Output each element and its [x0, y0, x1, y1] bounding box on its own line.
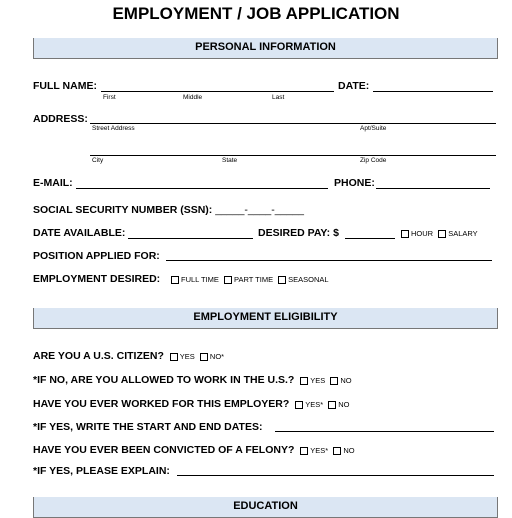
zip-code-caption: Zip Code	[360, 157, 387, 164]
full-time-checkbox[interactable]	[171, 276, 179, 284]
phone-field[interactable]	[376, 188, 490, 189]
authorized-yes-checkbox[interactable]	[300, 377, 308, 385]
middle-name-caption: Middle	[183, 94, 203, 101]
date-field[interactable]	[373, 91, 493, 92]
hour-checkbox[interactable]	[401, 230, 409, 238]
desired-pay-label: DESIRED PAY: $	[258, 227, 339, 239]
phone-label: PHONE:	[334, 177, 375, 189]
full-name-label: FULL NAME:	[33, 80, 97, 92]
citizen-yes-checkbox[interactable]	[170, 353, 178, 361]
full-name-field[interactable]	[101, 91, 334, 92]
felony-no-checkbox[interactable]	[333, 447, 341, 455]
authorized-no-checkbox[interactable]	[330, 377, 338, 385]
section-header-education: EDUCATION	[33, 497, 498, 518]
felony-explain-field[interactable]	[177, 475, 494, 476]
city-state-zip-field[interactable]	[90, 155, 496, 156]
date-label: DATE:	[338, 80, 370, 92]
felony-yes-checkbox[interactable]	[300, 447, 308, 455]
date-available-field[interactable]	[128, 238, 253, 239]
email-field[interactable]	[76, 188, 328, 189]
pay-options: HOUR SALARY	[398, 229, 478, 238]
address-label: ADDRESS:	[33, 113, 88, 125]
ssn-label: SOCIAL SECURITY NUMBER (SSN): _____-____-_____	[33, 204, 304, 216]
city-caption: City	[92, 157, 104, 164]
start-end-dates-label: *IF YES, WRITE THE START AND END DATES:	[33, 421, 263, 433]
felony-question: HAVE YOU EVER BEEN CONVICTED OF A FELONY? YES* NO	[33, 444, 355, 456]
felony-explain-label: *IF YES, PLEASE EXPLAIN:	[33, 465, 170, 477]
last-name-caption: Last	[272, 94, 285, 101]
email-label: E-MAIL:	[33, 177, 73, 189]
section-header-personal: PERSONAL INFORMATION	[33, 38, 498, 59]
form-title: EMPLOYMENT / JOB APPLICATION	[112, 4, 400, 23]
part-time-checkbox[interactable]	[224, 276, 232, 284]
street-address-caption: Street Address	[92, 125, 135, 132]
employment-options: FULL TIME PART TIME SEASONAL	[168, 275, 329, 284]
first-name-caption: First	[103, 94, 116, 101]
state-caption: State	[222, 157, 238, 164]
desired-pay-field[interactable]	[345, 238, 395, 239]
employment-desired-label: EMPLOYMENT DESIRED:	[33, 273, 161, 285]
worked-before-question: HAVE YOU EVER WORKED FOR THIS EMPLOYER? YES* NO	[33, 398, 350, 410]
worked-no-checkbox[interactable]	[328, 401, 336, 409]
seasonal-checkbox[interactable]	[278, 276, 286, 284]
citizen-question: ARE YOU A U.S. CITIZEN? YES NO*	[33, 350, 225, 362]
citizen-no-checkbox[interactable]	[200, 353, 208, 361]
start-end-dates-field[interactable]	[275, 431, 494, 432]
position-field[interactable]	[166, 260, 492, 261]
section-header-eligibility: EMPLOYMENT ELIGIBILITY	[33, 308, 498, 329]
date-available-label: DATE AVAILABLE:	[33, 227, 126, 239]
ssn-field[interactable]: _____-____-_____	[215, 204, 304, 216]
salary-checkbox[interactable]	[438, 230, 446, 238]
worked-yes-checkbox[interactable]	[295, 401, 303, 409]
position-label: POSITION APPLIED FOR:	[33, 250, 160, 262]
apt-suite-caption: Apt/Suite	[360, 125, 387, 132]
street-address-field[interactable]	[90, 123, 496, 124]
work-authorization-question: *IF NO, ARE YOU ALLOWED TO WORK IN THE U.S.? YES NO	[33, 374, 352, 386]
